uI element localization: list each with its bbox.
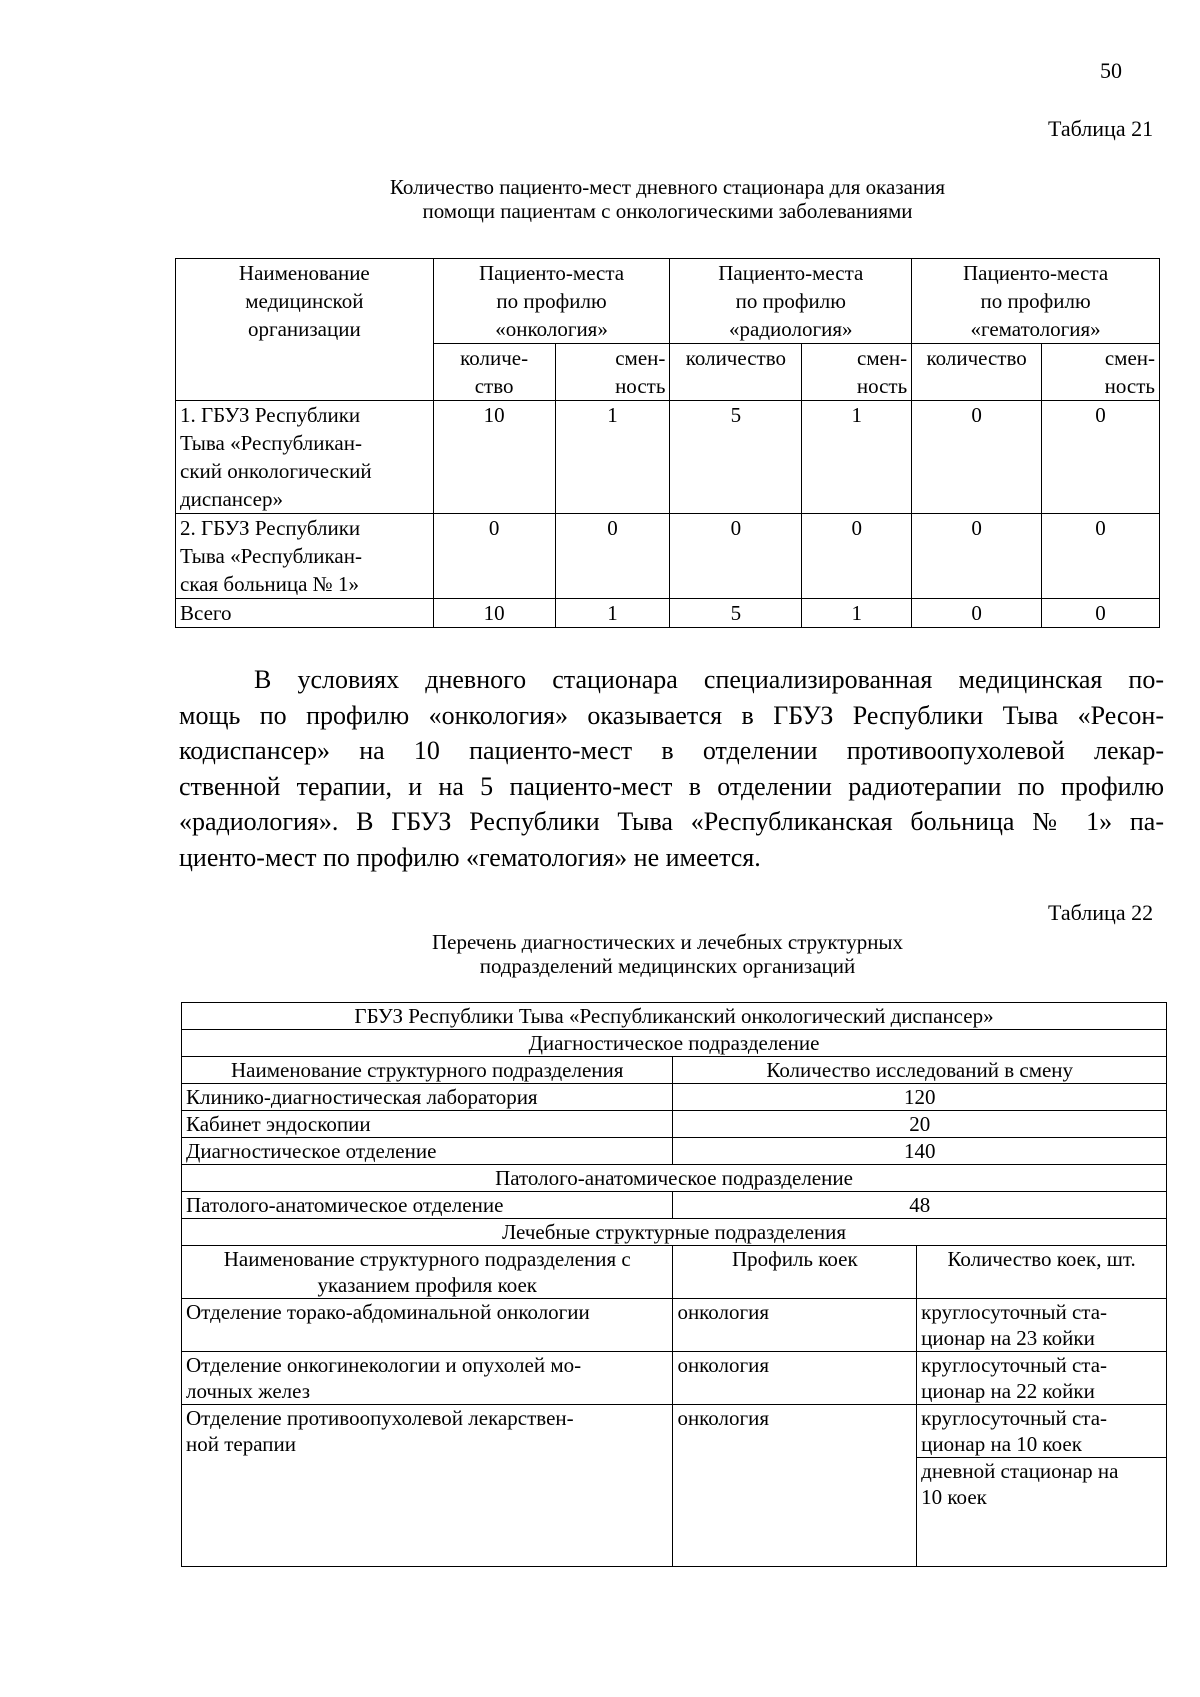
- beds-line: ционар на 10 коек: [921, 1432, 1082, 1456]
- table-row: [176, 401, 1160, 514]
- value-cell: 0: [912, 599, 1042, 628]
- unit-name-cell: Отделение торако-абдоминальной онкологии: [182, 1299, 673, 1352]
- paragraph-line: мощь по профилю «онкология» оказывается в ГБУЗ Республики Тыва «Ресон-: [179, 700, 1164, 730]
- org-name-line: ский онкологический: [180, 459, 372, 483]
- value-cell: 0: [1042, 401, 1160, 514]
- beds-cell: [917, 1299, 1167, 1352]
- table-22-title-line: Перечень диагностических и лечебных структурных: [431, 930, 904, 954]
- org-name-line: диспансер»: [180, 487, 283, 511]
- subheader-count: [912, 344, 1042, 401]
- count-cell: 120: [673, 1084, 1167, 1111]
- beds-line: ционар на 22 койки: [921, 1379, 1095, 1403]
- paragraph-line: кодиспансер» на 10 пациенто-мест в отделении противоопухолевой лекар-: [179, 736, 1164, 765]
- value-cell: 0: [912, 514, 1042, 599]
- header-line: Пациенто-места: [963, 261, 1109, 285]
- column-header-row: [182, 1057, 1167, 1084]
- subheader-count: [433, 344, 555, 401]
- radiology-group-header: [670, 259, 912, 344]
- subheader-count: [670, 344, 802, 401]
- header-line: Наименование структурного подразделения с: [223, 1247, 631, 1271]
- unit-name-cell: Кабинет эндоскопии: [182, 1111, 673, 1138]
- oncology-group-header: [433, 259, 670, 344]
- table-row: [182, 1352, 1167, 1405]
- unit-name-line: Отделение онкогинекологии и опухолей мо-: [186, 1353, 582, 1377]
- header-line: «онкология»: [495, 317, 608, 341]
- unit-name-cell: [182, 1405, 673, 1567]
- column-header-row: [182, 1246, 1167, 1299]
- table-row: [182, 1192, 1167, 1219]
- table-21-title: [300, 175, 1035, 223]
- value-cell: 0: [670, 514, 802, 599]
- value-cell: 10: [433, 401, 555, 514]
- subheader-line: ность: [1104, 374, 1155, 398]
- value-cell: 0: [802, 514, 912, 599]
- bed-profile-header: Профиль коек: [673, 1246, 917, 1299]
- value-cell: 0: [912, 401, 1042, 514]
- header-line: по профилю: [496, 289, 607, 313]
- total-label: Всего: [176, 599, 434, 628]
- profile-cell: онкология: [673, 1405, 917, 1567]
- header-line: «гематология»: [970, 317, 1101, 341]
- table-header-row: [176, 259, 1160, 344]
- subheader-line: смен-: [615, 346, 666, 370]
- subheader-line: смен-: [857, 346, 908, 370]
- table-22-title: [300, 930, 1035, 978]
- value-cell: 0: [1042, 514, 1160, 599]
- body-paragraph: [179, 662, 1164, 875]
- beds-cell: [917, 1352, 1167, 1405]
- value-cell: 1: [555, 599, 670, 628]
- value-cell: 1: [802, 599, 912, 628]
- profile-cell: онкология: [673, 1299, 917, 1352]
- unit-name-header: Наименование структурного подразделения: [182, 1057, 673, 1084]
- table-21-title-line: Количество пациенто-мест дневного стационара для оказания: [389, 175, 946, 199]
- count-cell: 20: [673, 1111, 1167, 1138]
- org-name-line: 1. ГБУЗ Республики: [180, 403, 361, 427]
- unit-name-header: [182, 1246, 673, 1299]
- diagnostic-section-header: Диагностическое подразделение: [182, 1030, 1167, 1057]
- org-name-line: Тыва «Республикан-: [180, 431, 362, 455]
- header-line: указанием профиля коек: [317, 1273, 537, 1297]
- subheader-shift: [1042, 344, 1160, 401]
- value-cell: 0: [1042, 599, 1160, 628]
- beds-line: круглосуточный ста-: [921, 1406, 1108, 1430]
- table-21: [175, 258, 1160, 628]
- unit-name-cell: Клинико-диагностическая лаборатория: [182, 1084, 673, 1111]
- table-22: [181, 1002, 1167, 1567]
- beds-line: дневной стационар на: [921, 1459, 1119, 1483]
- profile-cell: онкология: [673, 1352, 917, 1405]
- value-cell: 5: [670, 401, 802, 514]
- value-cell: 1: [802, 401, 912, 514]
- total-row: [176, 599, 1160, 628]
- org-title-cell: ГБУЗ Республики Тыва «Республиканский онкологический диспансер»: [182, 1003, 1167, 1030]
- org-name-cell: [176, 401, 434, 514]
- subheader-shift: [802, 344, 912, 401]
- unit-name-line: Отделение противоопухолевой лекарствен-: [186, 1406, 574, 1430]
- paragraph-line: «радиология». В ГБУЗ Республики Тыва «Республиканская больница № 1» па-: [179, 807, 1164, 836]
- treatment-section-header: Лечебные структурные подразделения: [182, 1219, 1167, 1246]
- subheader-line: ство: [474, 374, 514, 398]
- header-line: медицинской: [245, 289, 364, 313]
- subheader-line: количество: [926, 346, 1027, 370]
- unit-name-line: ной терапии: [186, 1432, 296, 1456]
- section-header-row: [182, 1219, 1167, 1246]
- unit-name-cell: [182, 1352, 673, 1405]
- table-21-label: Таблица 21: [1048, 116, 1154, 141]
- research-count-header: Количество исследований в смену: [673, 1057, 1167, 1084]
- table-row: [182, 1138, 1167, 1165]
- hematology-group-header: [912, 259, 1160, 344]
- subheader-line: ность: [615, 374, 666, 398]
- section-header-row: [182, 1030, 1167, 1057]
- header-line: «радиология»: [729, 317, 853, 341]
- count-cell: 48: [673, 1192, 1167, 1219]
- org-header: [176, 259, 434, 401]
- section-header-row: [182, 1165, 1167, 1192]
- table-22-label: Таблица 22: [1048, 900, 1154, 925]
- paragraph-line: циенто-мест по профилю «гематология» не имеется.: [179, 842, 761, 872]
- table-21-title-line: помощи пациентам с онкологическими заболеваниями: [422, 199, 913, 223]
- org-name-cell: [176, 514, 434, 599]
- value-cell: 10: [433, 599, 555, 628]
- unit-name-line: лочных желез: [186, 1379, 311, 1403]
- header-line: Наименование: [238, 261, 370, 285]
- header-line: по профилю: [980, 289, 1091, 313]
- org-name-line: Тыва «Республикан-: [180, 544, 362, 568]
- value-cell: 5: [670, 599, 802, 628]
- beds-extra-cell: [917, 1458, 1167, 1567]
- org-name-line: ская больница № 1»: [180, 572, 359, 596]
- subheader-shift: [555, 344, 670, 401]
- value-cell: 1: [555, 401, 670, 514]
- table-row: [182, 1084, 1167, 1111]
- header-line: по профилю: [735, 289, 846, 313]
- table-row: [176, 514, 1160, 599]
- beds-line: 10 коек: [921, 1485, 987, 1509]
- header-line: Пациенто-места: [718, 261, 864, 285]
- table-22-title-line: подразделений медицинских организаций: [479, 954, 856, 978]
- subheader-line: смен-: [1104, 346, 1155, 370]
- paragraph-line: ственной терапии, и на 5 пациенто-мест в отделении радиотерапии по профилю: [179, 771, 1164, 801]
- value-cell: 0: [555, 514, 670, 599]
- org-name-line: 2. ГБУЗ Республики: [180, 516, 361, 540]
- org-row: [182, 1003, 1167, 1030]
- beds-line: ционар на 23 койки: [921, 1326, 1095, 1350]
- subheader-line: количество: [685, 346, 786, 370]
- table-row: [182, 1405, 1167, 1458]
- subheader-line: ность: [856, 374, 908, 398]
- bed-count-header: Количество коек, шт.: [917, 1246, 1167, 1299]
- pathology-section-header: Патолого-анатомическое подразделение: [182, 1165, 1167, 1192]
- header-line: Пациенто-места: [478, 261, 625, 285]
- subheader-line: количе-: [460, 346, 529, 370]
- table-row: [182, 1299, 1167, 1352]
- header-line: организации: [247, 317, 361, 341]
- table-row: [182, 1111, 1167, 1138]
- page-number: 50: [1100, 58, 1122, 83]
- unit-name-cell: Патолого-анатомическое отделение: [182, 1192, 673, 1219]
- value-cell: 0: [433, 514, 555, 599]
- paragraph-line: В условиях дневного стационара специализированная медицинская по-: [254, 665, 1164, 694]
- beds-cell: [917, 1405, 1167, 1458]
- beds-line: круглосуточный ста-: [921, 1353, 1108, 1377]
- count-cell: 140: [673, 1138, 1167, 1165]
- unit-name-cell: Диагностическое отделение: [182, 1138, 673, 1165]
- beds-line: круглосуточный ста-: [921, 1300, 1108, 1324]
